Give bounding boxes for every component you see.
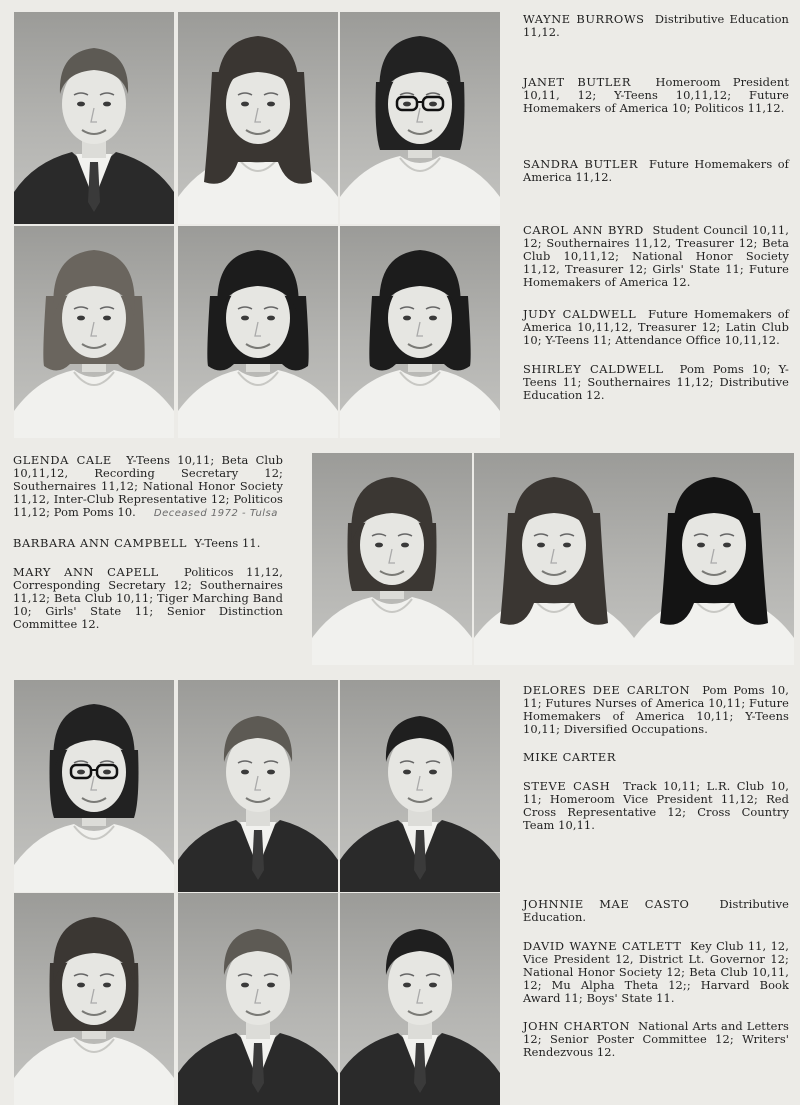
caption-wayne-burrows (523, 13, 789, 39)
student-activities: Y-Teens 10,11; Beta Club 10,11,12, Recording Secretary 12; Southernaires 11,12; National Honor Society 11,12, Inter-Club Representative 12; Politicos 11,12; Pom Poms 10. (13, 453, 283, 519)
student-portrait (340, 893, 500, 1105)
student-name: SANDRA BUTLER (523, 157, 639, 171)
student-activities: Distributive Education. (523, 897, 789, 924)
student-activities: Homeroom President 10,11, 12; Y-Teens 10,11,12; Future Homemakers of America 10; Politicos 11,12. (523, 75, 790, 115)
student-name: STEVE CASH (523, 779, 611, 793)
student-activities: Student Council 10,11, 12; Southernaires 11,12, Treasurer 12; Beta Club 10,11,12; National Honor Society 11,12, Treasurer 12; Girls' State 11; Future Homemakers of America 12. (523, 223, 789, 289)
student-activities: National Arts and Letters 12; Senior Poster Committee 12; Writers' Rendezvous 12. (523, 1019, 789, 1059)
caption-judy-caldwell (523, 308, 789, 347)
student-portrait (178, 680, 338, 892)
caption-mike-carter (523, 751, 789, 764)
caption-sandra-butler (523, 158, 789, 184)
student-activities: Future Homemakers of America 10,11,12, Treasurer 12; Latin Club 10; Y-Teens 11; Attendance Office 10,11,12. (523, 307, 789, 347)
student-name: DAVID WAYNE CATLETT (523, 939, 682, 953)
caption-shirley-caldwell (523, 363, 789, 402)
student-name: SHIRLEY CALDWELL (523, 362, 664, 376)
student-portrait (178, 226, 338, 438)
caption-glenda-cale (13, 454, 283, 520)
student-portrait (178, 893, 338, 1105)
student-portrait (14, 12, 174, 224)
student-name: CAROL ANN BYRD (523, 223, 644, 237)
student-portrait (340, 680, 500, 892)
caption-john-charton (523, 1020, 789, 1059)
caption-delores-dee-carlton (523, 684, 789, 736)
student-portrait (474, 453, 634, 665)
student-name: JANET BUTLER (523, 75, 632, 89)
handwritten-note: Deceased 1972 - Tulsa (153, 508, 278, 519)
student-activities: Pom Poms 10, 11; Futures Nurses of America 10,11; Future Homemakers of America 10,11; Y-Teens 10,11; Diversified Occupations. (523, 683, 789, 736)
student-activities: Track 10,11; L.R. Club 10, 11; Homeroom Vice President 11,12; Red Cross Representative 12; Cross Country Team 10,11. (523, 779, 789, 832)
student-name: JUDY CALDWELL (523, 307, 637, 321)
caption-barbara-ann-campbell (13, 537, 283, 550)
student-name: MARY ANN CAPELL (13, 565, 159, 579)
student-name: GLENDA CALE (13, 453, 112, 467)
student-activities: Key Club 11, 12, Vice President 12, District Lt. Governor 12; National Honor Society 12; Beta Club 10,11, 12; Mu Alpha Theta 12;; Harvard Book Award 11; Boys' State 11. (523, 939, 789, 1005)
student-portrait (312, 453, 472, 665)
caption-janet-butler (523, 76, 789, 115)
student-portrait (178, 12, 338, 224)
student-activities: Distributive Education 11,12. (523, 12, 789, 39)
student-portrait (14, 680, 174, 892)
student-activities: Politicos 11,12, Corresponding Secretary 12; Southernaires 11,12; Beta Club 10,11; Tiger Marching Band 10; Girls' State 11; Senior Distinction Committee 12. (13, 565, 283, 631)
student-name: JOHNNIE MAE CASTO (523, 897, 690, 911)
student-portrait (340, 12, 500, 224)
caption-steve-cash (523, 780, 789, 832)
student-activities: Y-Teens 11. (194, 536, 261, 550)
student-name: BARBARA ANN CAMPBELL (13, 536, 188, 550)
student-activities: Future Homemakers of America 11,12. (523, 157, 789, 184)
student-portrait (14, 226, 174, 438)
caption-carol-ann-byrd (523, 224, 789, 289)
student-name: DELORES DEE CARLTON (523, 683, 691, 697)
student-name: WAYNE BURROWS (523, 12, 645, 26)
student-name: MIKE CARTER (523, 750, 617, 764)
student-activities: Pom Poms 10; Y-Teens 11; Southernaires 11,12; Distributive Education 12. (523, 362, 789, 402)
student-name: JOHN CHARTON (523, 1019, 631, 1033)
student-portrait (634, 453, 794, 665)
student-portrait (14, 893, 174, 1105)
caption-johnnie-mae-casto (523, 898, 789, 924)
student-portrait (340, 226, 500, 438)
caption-mary-ann-capell (13, 566, 283, 631)
caption-david-wayne-catlett (523, 940, 789, 1005)
